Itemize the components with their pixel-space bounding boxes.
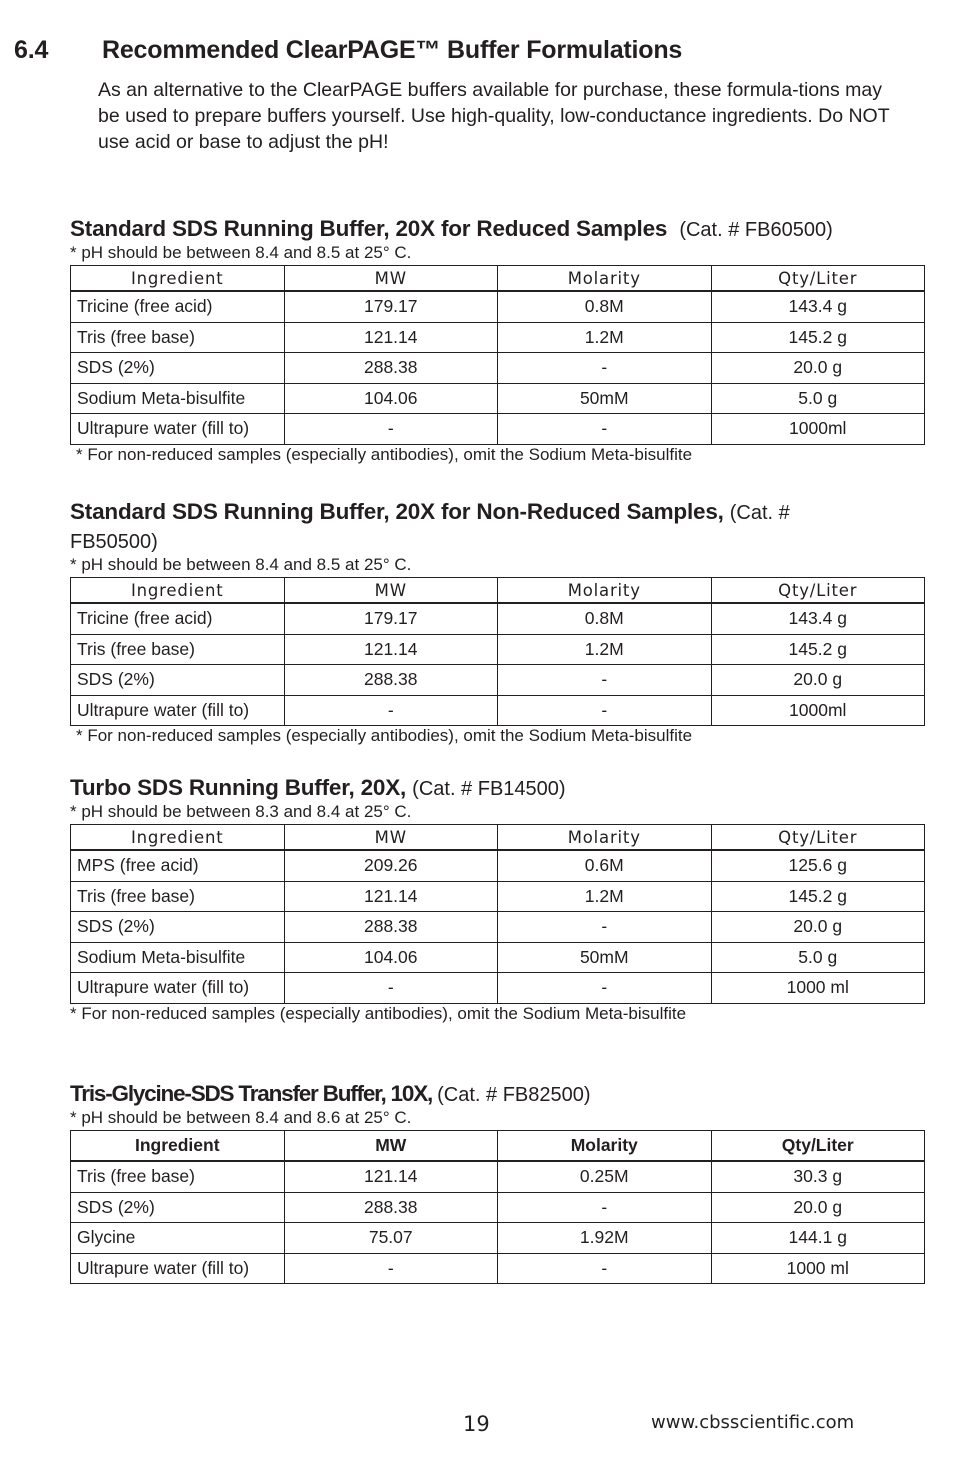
table-cell: 104.06 [284,383,498,414]
table-cell: SDS (2%) [71,665,285,696]
table-cell: 0.8M [498,291,712,322]
table-cell: 20.0 g [711,912,925,943]
table-row [71,1192,925,1223]
column-header: MW [284,578,498,604]
table-row [71,942,925,973]
column-header: Molarity [498,578,712,604]
table-cell: - [498,973,712,1004]
table-cell: Tricine (free acid) [71,291,285,322]
table-cell: Ultrapure water (fill to) [71,973,285,1004]
table-cell: Ultrapure water (fill to) [71,1253,285,1284]
table-cell: - [498,695,712,726]
buffer-section-non-reduced [70,498,930,746]
table-cell: Tricine (free acid) [71,603,285,634]
table-cell: 1.2M [498,322,712,353]
table-cell: 20.0 g [711,353,925,384]
table-cell: 179.17 [284,603,498,634]
column-header: Ingredient [71,1131,285,1162]
table-row [71,291,925,322]
table-cell: 288.38 [284,912,498,943]
buffer-section-transfer [70,1080,930,1284]
table-cell: 5.0 g [711,383,925,414]
column-header: Ingredient [71,578,285,604]
table-cell: 145.2 g [711,322,925,353]
catalog-number: (Cat. # FB50500) [70,502,790,553]
table-cell: 50mM [498,383,712,414]
table-cell: 1000 ml [711,973,925,1004]
table-cell: - [284,973,498,1004]
table-cell: 5.0 g [711,942,925,973]
footer-url: www.cbsscientific.com [651,1412,855,1433]
page-number: 19 [463,1412,490,1436]
column-header: Qty/Liter [711,578,925,604]
table-cell: Glycine [71,1223,285,1254]
footnote: * For non-reduced samples (especially antibodies), omit the Sodium Meta-bisulfite [76,726,693,745]
table-cell: SDS (2%) [71,1192,285,1223]
buffer-section-turbo [70,774,930,1024]
table-cell: 0.8M [498,603,712,634]
column-header: Qty/Liter [711,1131,925,1162]
table-row [71,353,925,384]
table-cell: 1000 ml [711,1253,925,1284]
table-cell: Tris (free base) [71,322,285,353]
table-cell: - [284,414,498,445]
table-cell: - [284,695,498,726]
buffer-title: Turbo SDS Running Buffer, 20X, (Cat. # FB14500) [70,775,566,800]
formulation-table [70,1130,925,1284]
table-cell: Ultrapure water (fill to) [71,414,285,445]
table-cell: 143.4 g [711,603,925,634]
table-header-row [71,1131,925,1162]
table-cell: 179.17 [284,291,498,322]
buffer-title: Standard SDS Running Buffer, 20X for Reduced Samples (Cat. # FB60500) [70,216,833,241]
column-header: MW [284,825,498,851]
table-cell: Tris (free base) [71,1161,285,1192]
table-row [71,881,925,912]
table-cell: 145.2 g [711,634,925,665]
ph-note: * pH should be between 8.4 and 8.6 at 25° C. [70,1108,412,1127]
column-header: MW [284,266,498,292]
table-cell: - [498,665,712,696]
ph-note: * pH should be between 8.4 and 8.5 at 25° C. [70,243,412,262]
table-cell: Sodium Meta-bisulfite [71,942,285,973]
table-cell: 145.2 g [711,881,925,912]
table-cell: 104.06 [284,942,498,973]
section-heading [14,36,682,65]
table-row [71,1161,925,1192]
table-cell: Ultrapure water (fill to) [71,695,285,726]
table-cell: MPS (free acid) [71,850,285,881]
table-cell: 125.6 g [711,850,925,881]
table-header-row [71,578,925,604]
table-row [71,912,925,943]
ph-note: * pH should be between 8.3 and 8.4 at 25° C. [70,802,412,821]
table-header-row [71,266,925,292]
table-cell: 1.2M [498,881,712,912]
footnote: * For non-reduced samples (especially antibodies), omit the Sodium Meta-bisulfite [70,1003,687,1023]
formulation-table [70,577,925,726]
table-row [71,634,925,665]
column-header: Molarity [498,266,712,292]
table-cell: 143.4 g [711,291,925,322]
table-cell: 1000ml [711,414,925,445]
formulation-table [70,265,925,445]
column-header: MW [284,1131,498,1162]
table-cell: - [284,1253,498,1284]
catalog-number: (Cat. # FB60500) [679,219,833,241]
column-header: Qty/Liter [711,825,925,851]
table-cell: 121.14 [284,881,498,912]
footnote: * For non-reduced samples (especially antibodies), omit the Sodium Meta-bisulfite [76,444,693,464]
table-cell: 144.1 g [711,1223,925,1254]
table-row [71,973,925,1004]
table-cell: 1.92M [498,1223,712,1254]
column-header: Ingredient [71,825,285,851]
table-cell: 209.26 [284,850,498,881]
column-header: Molarity [498,1131,712,1162]
table-cell: 1.2M [498,634,712,665]
table-cell: Tris (free base) [71,634,285,665]
table-cell: 0.6M [498,850,712,881]
table-cell: Sodium Meta-bisulfite [71,383,285,414]
table-cell: 20.0 g [711,1192,925,1223]
section-title: Recommended ClearPAGE™ Buffer Formulations [102,36,683,64]
table-cell: - [498,414,712,445]
table-cell: - [498,353,712,384]
column-header: Qty/Liter [711,266,925,292]
table-cell: 50mM [498,942,712,973]
table-cell: 288.38 [284,353,498,384]
buffer-title: Tris-Glycine-SDS Transfer Buffer, 10X, (Cat. # FB82500) [70,1081,591,1106]
table-row [71,322,925,353]
buffer-title: Standard SDS Running Buffer, 20X for Non-Reduced Samples, (Cat. # FB50500) [70,499,790,553]
table-cell: 75.07 [284,1223,498,1254]
table-header-row [71,825,925,851]
table-cell: 121.14 [284,1161,498,1192]
column-header: Ingredient [71,266,285,292]
catalog-number: (Cat. # FB14500) [412,778,566,800]
table-row [71,850,925,881]
section-number: 6.4 [14,36,49,64]
table-cell: - [498,912,712,943]
column-header: Molarity [498,825,712,851]
table-cell: 20.0 g [711,665,925,696]
table-cell: 288.38 [284,665,498,696]
table-cell: 1000ml [711,695,925,726]
table-cell: 30.3 g [711,1161,925,1192]
intro-paragraph: As an alternative to the ClearPAGE buffers available for purchase, these formula-tions may be used to prepare buffers yourself. Use high-quality, low-conductance ingredients. Do NOT use acid or base to adjust the pH! [98,79,890,153]
table-cell: 288.38 [284,1192,498,1223]
table-row [71,414,925,445]
table-row [71,603,925,634]
table-cell: 0.25M [498,1161,712,1192]
formulation-table [70,824,925,1004]
table-cell: SDS (2%) [71,353,285,384]
catalog-number: (Cat. # FB82500) [437,1084,591,1106]
table-cell: 121.14 [284,634,498,665]
table-row [71,1223,925,1254]
table-row [71,665,925,696]
table-cell: SDS (2%) [71,912,285,943]
buffer-section-reduced [70,215,930,465]
table-row [71,695,925,726]
table-row [71,1253,925,1284]
table-cell: - [498,1253,712,1284]
ph-note: * pH should be between 8.4 and 8.5 at 25° C. [70,555,412,574]
table-cell: Tris (free base) [71,881,285,912]
table-row [71,383,925,414]
table-cell: - [498,1192,712,1223]
table-cell: 121.14 [284,322,498,353]
